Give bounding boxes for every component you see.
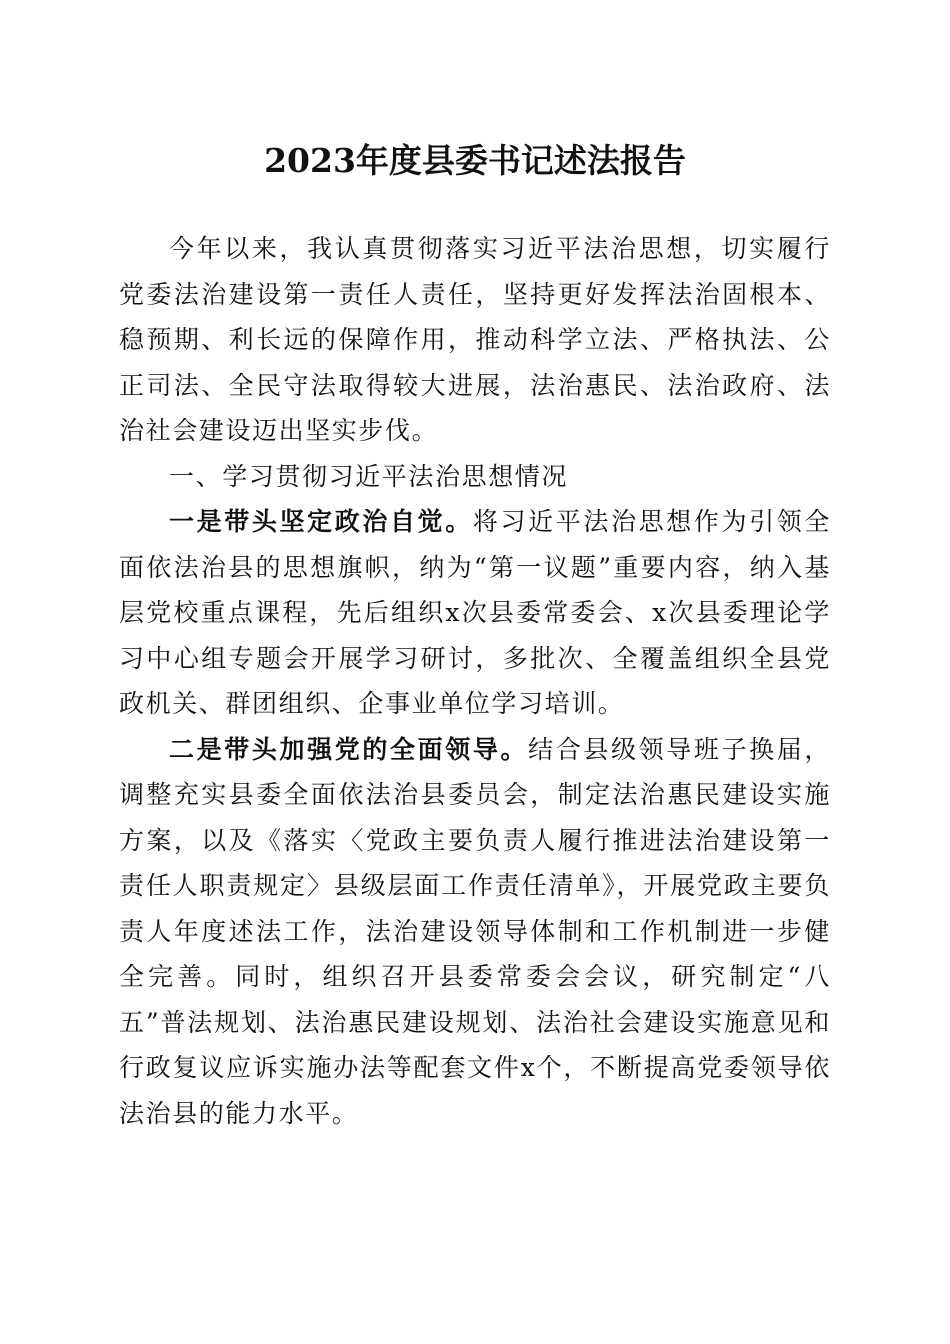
document-title: 2023年度县委书记述法报告: [264, 141, 686, 180]
paragraph-2: [119, 727, 831, 1137]
paragraph-1-text: 将习近平法治思想作为引领全面依法治县的思想旗帜，纳为“第一议题”重要内容，纳入基层党校重点课程，先后组织x次县委常委会、x次县委理论学习中心组专题会开展学习研讨，多批次、全覆盖组织全县党政机关、群团组织、企事业单位学习培训。: [119, 507, 831, 718]
intro-paragraph: 今年以来，我认真贯彻落实习近平法治思想，切实履行党委法治建设第一责任人责任，坚持更好发挥法治固根本、稳预期、利长远的保障作用，推动科学立法、严格执法、公正司法、全民守法取得较大进展，法治惠民、法治政府、法治社会建设迈出坚实步伐。: [119, 234, 831, 445]
paragraph-1: [119, 499, 831, 727]
document-body: [119, 226, 831, 1136]
paragraph-2-lead: 二是带头加强党的全面领导。: [169, 734, 529, 764]
section-heading: 一、学习贯彻习近平法治思想情况: [169, 461, 569, 491]
paragraph-2-text: 结合县级领导班子换届，调整充实县委全面依法治县委员会，制定法治惠民建设实施方案，以及《落实〈党政主要负责人履行推进法治建设第一责任人职责规定〉县级层面工作责任清单》，开展党政主要负责人年度述法工作，法治建设领导体制和工作机制进一步健全完善。同时，组织召开县委常委会会议，研究制定“八五”普法规划、法治惠民建设规划、法治社会建设实施意见和行政复议应诉实施办法等配套文件x个，不断提高党委领导依法治县的能力水平。: [119, 734, 831, 1128]
paragraph-1-lead: 一是带头坚定政治自觉。: [169, 507, 473, 536]
